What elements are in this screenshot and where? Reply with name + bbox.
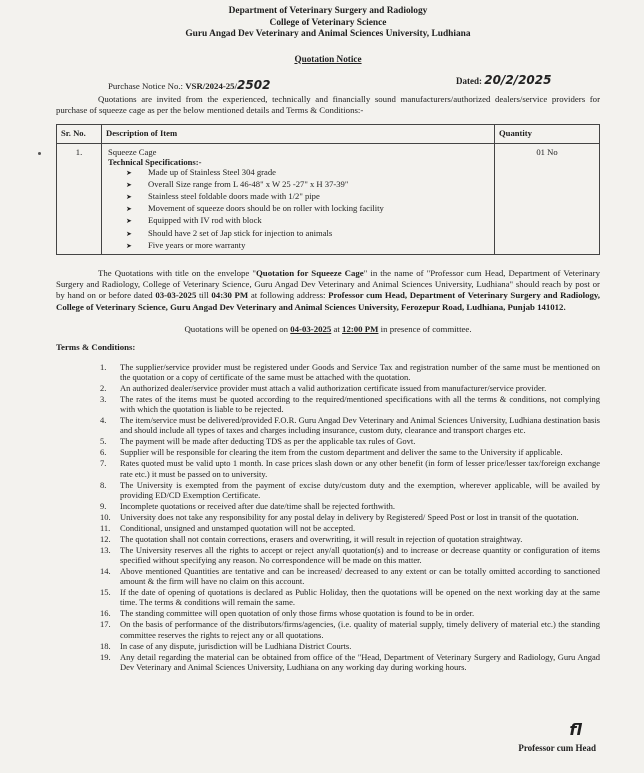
term-text: On the basis of performance of the distributors/firms/agencies, (i.e. quality of material supply, timely delivery of material etc.) the standing committee reserves the rights to reject any or all quotations. (120, 619, 600, 640)
term-number: 4. (100, 415, 107, 426)
handwritten-date: 20/2/2025 (484, 72, 552, 87)
term-number: 5. (100, 436, 107, 447)
due-time: 04:30 PM (211, 290, 249, 301)
arrow-bullet-icon: ➤ (126, 205, 132, 214)
term-number: 2. (100, 382, 107, 393)
table-header-row (57, 124, 600, 143)
term-text: The item/service must be delivered/provided F.O.R. Guru Angad Dev Veterinary and Animal Sciences University, Ludhiana destination basis and should include all types of taxes and charges including insurance, custom duty, clearance and transport charges etc. (120, 415, 600, 436)
term-text: Supplier will be responsible for clearing the item from the custom department and deliver the same to the University if applicable. (120, 447, 563, 458)
list-item: ➤ Should have 2 set of Jap stick for injection to animals (126, 228, 490, 240)
list-item: ➤ Five years or more warranty (126, 240, 490, 252)
term-item (56, 608, 600, 618)
term-item (56, 587, 600, 607)
term-number: 14. (100, 565, 111, 576)
term-number: 7. (100, 458, 107, 469)
term-number: 8. (100, 479, 107, 490)
university-name: Guru Angad Dev Veterinary and Animal Sciences University, Ludhiana (185, 29, 471, 39)
term-text: The payment will be made after deducting TDS as per the applicable tax rules of Govt. (120, 436, 416, 447)
arrow-bullet-icon: ➤ (126, 217, 132, 226)
table-row (57, 143, 600, 254)
term-item (56, 362, 600, 382)
envelope-title: Quotation for Squeeze Cage (255, 267, 364, 278)
term-item (56, 512, 600, 522)
opening-time: 12:00 PM (342, 323, 379, 334)
term-item (56, 501, 600, 511)
arrow-bullet-icon: ➤ (126, 229, 132, 238)
term-number: 13. (100, 544, 111, 555)
cell-sr-no: 1. (57, 143, 102, 254)
term-number: 10. (100, 511, 111, 522)
scan-speck (38, 152, 41, 155)
submission-paragraph: The Quotations with title on the envelope "Quotation for Squeeze Cage" in the name of "Professor cum Head, Department of Veterinary Surgery and Radiology, College of Veterinary Science, Guru Angad Dev Veterinary and Animal Sciences University, Ludhiana" should reach by post or by hand on or before dated 03-03-2025 till 04:30 PM at following address: Professor cum Head, Department of Veterinary Surgery and Radiology, College of Veterinary Science, Guru Angad Dev Veterinary and Animal Sciences University, Ferozepur Road, Ludhiana, Punjab 141012. (56, 267, 600, 312)
term-text: University does not take any responsibility for any postal delay in delivery by Registered/ Speed Post or lost in transit of the quotation. (120, 511, 579, 522)
term-item (56, 652, 600, 672)
term-number: 19. (100, 651, 111, 662)
term-item (56, 619, 600, 639)
term-text: The quotation shall not contain corrections, erasers and overwriting, it will result in rejection of quotation straightway. (120, 533, 523, 544)
term-item (56, 480, 600, 500)
list-item: ➤ Made up of Stainless Steel 304 grade (126, 167, 490, 179)
term-text: If the date of opening of quotations is declared as Public Holiday, then the quotations will be opened on the next working day at the same time. The terms & conditions will remain the same. (120, 587, 600, 608)
term-item (56, 534, 600, 544)
signature-block (518, 720, 596, 753)
signature: fl (569, 720, 582, 739)
cell-quantity: 01 No (495, 143, 600, 254)
list-item: ➤ Equipped with IV rod with block (126, 215, 490, 227)
item-table (56, 124, 600, 255)
arrow-bullet-icon: ➤ (126, 241, 132, 250)
term-text: The supplier/service provider must be registered under Goods and Service Tax and registration number of the same must be mentioned on the quotation or a copy of certificate of the same must be attached with the quotation. (120, 361, 600, 382)
opening-line: Quotations will be opened on 04-03-2025 at 12:00 PM in presence of committee. (184, 323, 472, 334)
term-text: Rates quoted must be valid upto 1 month. In case prices slash down or any other benefit (in form of lesser price/lesser tax/foreign exchange rate etc.) it must be passed on to university. (120, 458, 600, 479)
term-text: The rates of the items must be quoted according to the required/mentioned specifications with all the terms & conditions, not complying with which the quotation is liable to be rejected. (120, 393, 600, 415)
term-number: 9. (100, 500, 107, 511)
arrow-bullet-icon: ➤ (126, 192, 132, 201)
header-quantity: Quantity (495, 124, 600, 143)
submission-address: Professor cum Head, Department of Veterinary Surgery and Radiology, College of Veterinary Science, Guru Angad Dev Veterinary and Animal Sciences University, Ferozepur Road, Ludhiana, Punjab 141012. (56, 290, 600, 312)
term-text: Above mentioned Quantities are tentative and can be increased/ decreased to any extent or can be totally omitted according to sanctioned amount & the firm will have no claim on this account. (120, 565, 600, 587)
opening-date: 04-03-2025 (290, 323, 332, 334)
list-item: ➤ Movement of squeeze doors should be on roller with locking facility (126, 203, 490, 215)
item-name: Squeeze Cage (108, 146, 157, 157)
term-item (56, 641, 600, 651)
term-number: 16. (100, 608, 111, 619)
term-text: Conditional, unsigned and unstamped quotation will not be accepted. (120, 522, 356, 533)
cell-description (102, 143, 495, 254)
term-item (56, 566, 600, 586)
term-item (56, 545, 600, 565)
term-text: Any detail regarding the material can be obtained from office of the "Head, Department of Veterinary Surgery and Radiology, Guru Angad Dev Veterinary and Animal Sciences University, Ludhiana on any working day during working hours. (120, 651, 600, 672)
header-sr-no: Sr. No. (57, 124, 102, 143)
term-item (56, 523, 600, 533)
list-item: ➤ Stainless steel foldable doors made with 1/2" pipe (126, 191, 490, 203)
intro-paragraph: Quotations are invited from the experienced, technically and financially sound manufacturers/authorized dealers/service providers for purchase of squeeze cage as per the below mentioned details and Terms & Conditions:- (56, 93, 600, 115)
term-item (56, 436, 600, 446)
header-description: Description of Item (102, 124, 495, 143)
handwritten-notice-number: 2502 (237, 77, 271, 92)
arrow-bullet-icon: ➤ (126, 180, 132, 189)
term-item (56, 458, 600, 478)
notice-date: Dated: 20/2/2025 (456, 72, 552, 87)
term-item (56, 394, 600, 414)
notice-meta-row (56, 70, 600, 92)
term-item (56, 383, 600, 393)
terms-title: Terms & Conditions: (56, 341, 136, 352)
term-text: The University is exempted from the payment of excise duty/custom duty and the exemption, wherever applicable, will be availed by providing ED/CD Exemption Certificate. (120, 479, 600, 500)
college-name: College of Veterinary Science (269, 17, 387, 28)
term-text: The standing committee will open quotation of only those firms whose quotation is found to be in order. (120, 608, 475, 619)
term-number: 11. (100, 522, 111, 533)
term-number: 6. (100, 447, 107, 458)
term-number: 17. (100, 619, 111, 630)
spec-title: Technical Specifications:- (108, 156, 202, 167)
terms-list (56, 362, 600, 672)
term-number: 15. (100, 587, 111, 598)
term-number: 12. (100, 533, 111, 544)
term-number: 3. (100, 393, 107, 404)
arrow-bullet-icon: ➤ (126, 168, 132, 177)
term-text: In case of any dispute, jurisdiction will be Ludhiana District Courts. (120, 640, 352, 651)
list-item: ➤ Overall Size range from L 46-48" x W 25 -27" x H 37-39" (126, 179, 490, 191)
notice-title: Quotation Notice (294, 53, 362, 64)
letterhead (56, 6, 600, 41)
term-text: The University reserves all the rights to accept or reject any/all quotation(s) and to increase or decrease quantity or configuration of items specified without specifying any reason. No correspondence will be made on this matter. (120, 544, 600, 565)
term-number: 1. (100, 361, 107, 372)
term-number: 18. (100, 640, 111, 651)
signatory-designation: Professor cum Head (518, 743, 596, 753)
spec-list (106, 167, 490, 252)
purchase-notice-number: Purchase Notice No.: VSR/2024-25/2502 (108, 77, 271, 92)
term-item (56, 415, 600, 435)
term-item (56, 447, 600, 457)
department-name: Department of Veterinary Surgery and Radiology (228, 6, 428, 16)
term-text: An authorized dealer/service provider must attach a valid authorization certificate issued from manufacturer/service provider. (120, 382, 547, 393)
due-date: 03-03-2025 (155, 290, 197, 301)
term-text: Incomplete quotations or received after due date/time shall be rejected forthwith. (120, 500, 395, 511)
